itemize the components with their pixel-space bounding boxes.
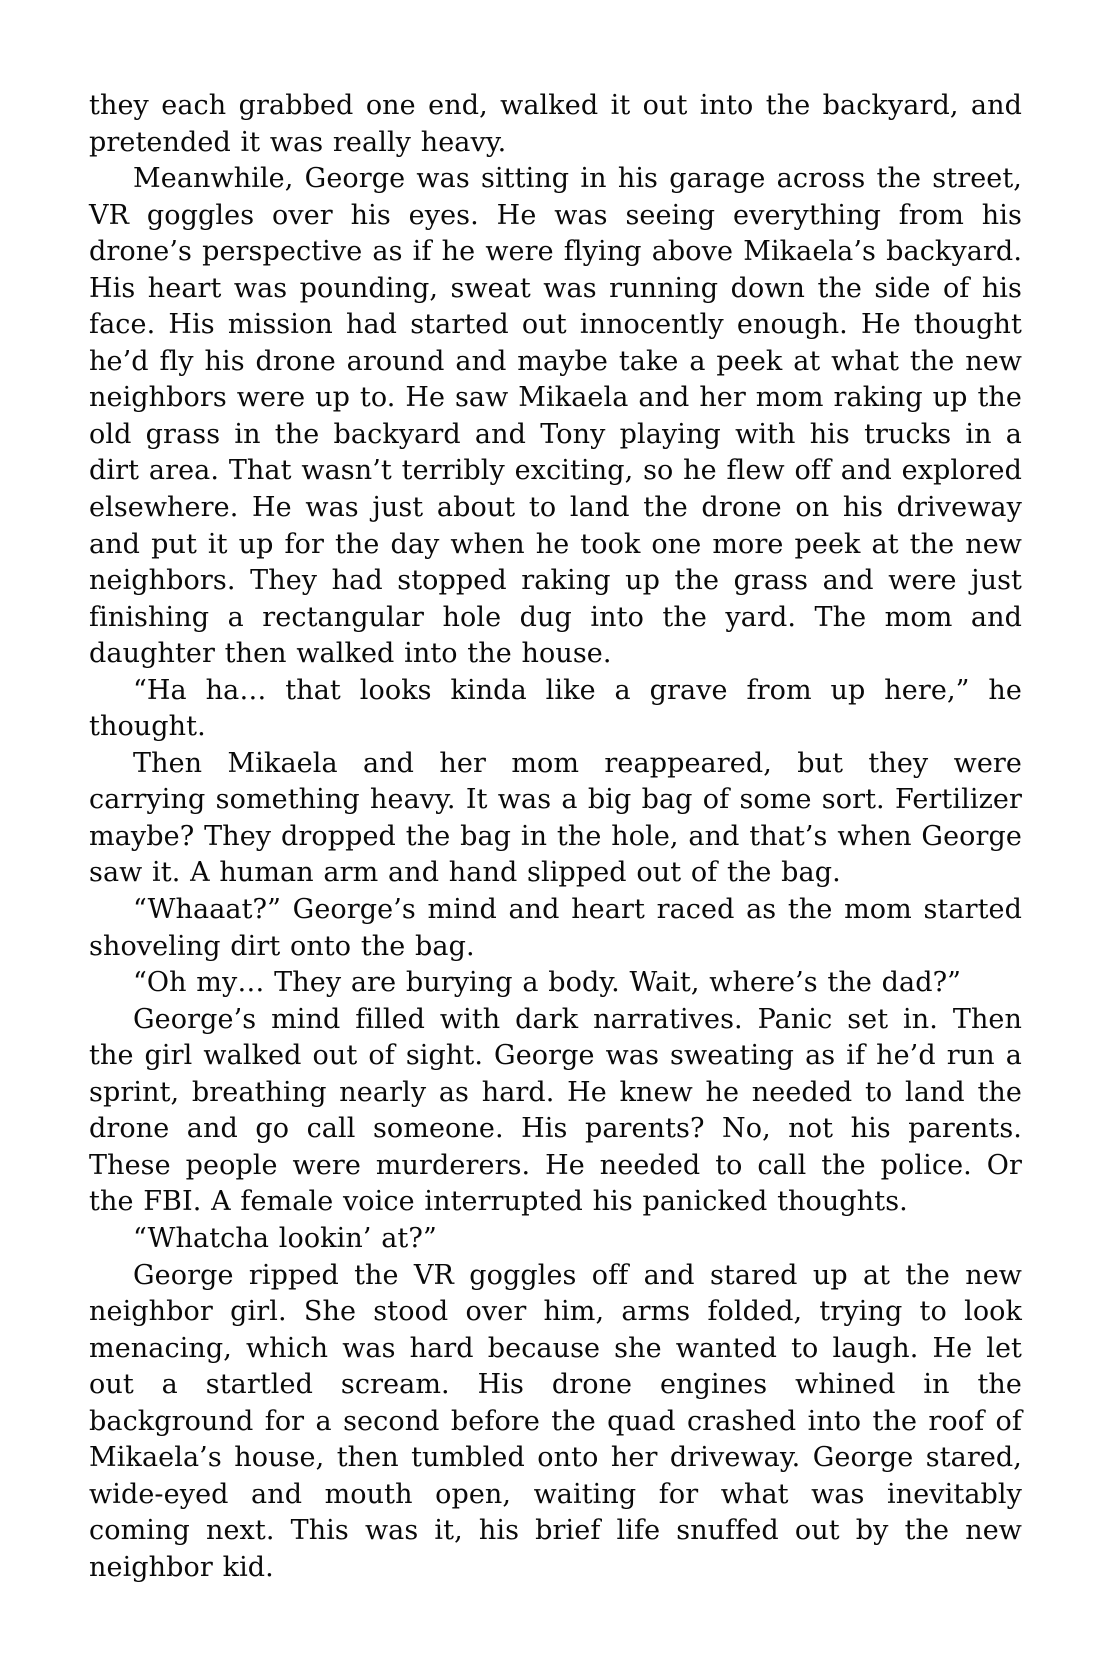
paragraph-3: “Ha ha… that looks kinda like a grave from up here,” he thought. [89,674,1022,743]
paragraph-1: they each grabbed one end, walked it out into the backyard, and pretended it was really heavy. [89,90,1022,158]
paragraph-9: George ripped the VR goggles off and stared up at the new neighbor girl. She stood over him, arms folded, trying to look menacing, which was hard because she wanted to laugh. He let out a startled scream. His drone engines whined in the background for a second before the quad crashed into the roof of Mikaela’s house, then tumbled onto her driveway. George stared, wide-eyed and mouth open, waiting for what was inevitably coming next. This was it, his brief life snuffed out by the new neighbor kid. [89,1259,1022,1583]
paragraph-8: “Whatcha lookin’ at?” [133,1222,437,1254]
page-text-column [89,88,1022,1586]
paragraph-5: “Whaaat?” George’s mind and heart raced as the mom started shoveling dirt onto the bag. [89,894,1022,962]
paragraph-2: Meanwhile, George was sitting in his garage across the street, VR goggles over his eyes. He was seeing everything from his drone’s perspective as if he were flying above Mikaela’s backyard. His heart was pounding, sweat was running down the side of his face. His mission had started out innocently enough. He thought he’d fly his drone around and maybe take a peek at what the new neighbors were up to. He saw Mikaela and her mom raking up the old grass in the backyard and Tony playing with his trucks in a dirt area. That wasn’t terribly exciting, so he flew off and explored elsewhere. He was just about to land the drone on his driveway and put it up for the day when he took one more peek at the new neighbors. They had stopped raking up the grass and were just finishing a rectangular hole dug into the yard. The mom and daughter then walked into the house. [89,163,1022,670]
paragraph-4: Then Mikaela and her mom reappeared, but they were carrying something heavy. It was a big bag of some sort. Fertilizer maybe? They dropped the bag in the hole, and that’s when George saw it. A human arm and hand slipped out of the bag. [89,747,1022,889]
paragraph-7: George’s mind filled with dark narratives. Panic set in. Then the girl walked out of sight. George was sweating as if he’d run a sprint, breathing nearly as hard. He knew he needed to land the drone and go call someone. His parents? No, not his parents. These people were murderers. He needed to call the police. Or the FBI. A female voice interrupted his panicked thoughts. [89,1003,1022,1218]
paragraph-6: “Oh my… They are burying a body. Wait, where’s the dad?” [133,967,962,999]
